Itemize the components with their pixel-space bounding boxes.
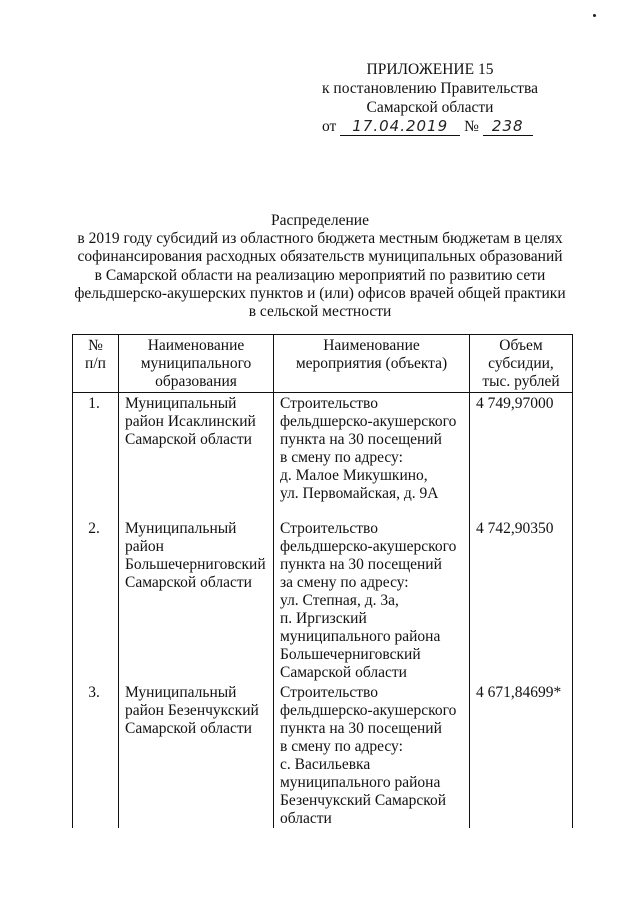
header-num: № п/п bbox=[73, 335, 119, 393]
appendix-header bbox=[300, 60, 560, 136]
title-line: в Самарской области на реализацию мероприятий по развитию сети bbox=[94, 266, 546, 284]
row-activity: Строительство фельдшерско-акушерского пункта на 30 посещений в смену по адресу: д. Малое Микушкино, ул. Первомайская, д. 9А bbox=[274, 393, 470, 519]
table-row bbox=[73, 518, 573, 682]
title-line: в сельской местности bbox=[248, 303, 392, 321]
date-number-row bbox=[300, 117, 560, 136]
row-amount: 4 742,90350 bbox=[470, 518, 573, 682]
row-amount: 4 671,84699* bbox=[470, 682, 573, 828]
title-line: софинансирования расходных обязательств муниципальных образований bbox=[77, 248, 563, 266]
handwritten-number: 238 bbox=[483, 118, 533, 136]
distribution-table bbox=[72, 334, 573, 828]
handwritten-date: 17.04.2019 bbox=[340, 118, 460, 136]
row-municipality: Муниципальный район Безенчукский Самарской области bbox=[119, 682, 274, 828]
decree-reference: к постановлению Правительства bbox=[322, 80, 538, 97]
region-name: Самарской области bbox=[366, 99, 494, 116]
title-line: Распределение bbox=[271, 212, 369, 229]
date-prefix: от bbox=[322, 118, 337, 135]
row-activity: Строительство фельдшерско-акушерского пункта на 30 посещений за смену по адресу: ул. Степная, д. 3а, п. Иргизский муниципального района Большечерниговский Самарской области bbox=[274, 518, 470, 682]
scan-dot bbox=[593, 14, 596, 17]
row-amount: 4 749,97000 bbox=[470, 393, 573, 519]
row-num: 1. bbox=[73, 393, 119, 519]
table-header-row bbox=[73, 335, 573, 393]
appendix-title: ПРИЛОЖЕНИЕ 15 bbox=[366, 61, 494, 78]
row-num: 3. bbox=[73, 682, 119, 828]
number-prefix: № bbox=[464, 118, 479, 135]
header-municipality: Наименование муниципального образования bbox=[119, 335, 274, 393]
title-line: фельдшерско-акушерских пунктов и (или) офисов врачей общей практики bbox=[74, 284, 566, 302]
row-municipality: Муниципальный район Исаклинский Самарской области bbox=[119, 393, 274, 519]
header-activity: Наименование мероприятия (объекта) bbox=[274, 335, 470, 393]
table-row bbox=[73, 682, 573, 828]
row-num: 2. bbox=[73, 518, 119, 682]
table-row bbox=[73, 393, 573, 519]
row-municipality: Муниципальный район Большечерниговский Самарской области bbox=[119, 518, 274, 682]
document-title bbox=[60, 212, 580, 321]
header-amount: Объем субсидии, тыс. рублей bbox=[470, 335, 573, 393]
row-activity: Строительство фельдшерско-акушерского пункта на 30 посещений в смену по адресу: с. Васильевка муниципального района Безенчукский Самарской области bbox=[274, 682, 470, 828]
title-line: в 2019 году субсидий из областного бюджета местным бюджетам в целях bbox=[77, 230, 563, 248]
